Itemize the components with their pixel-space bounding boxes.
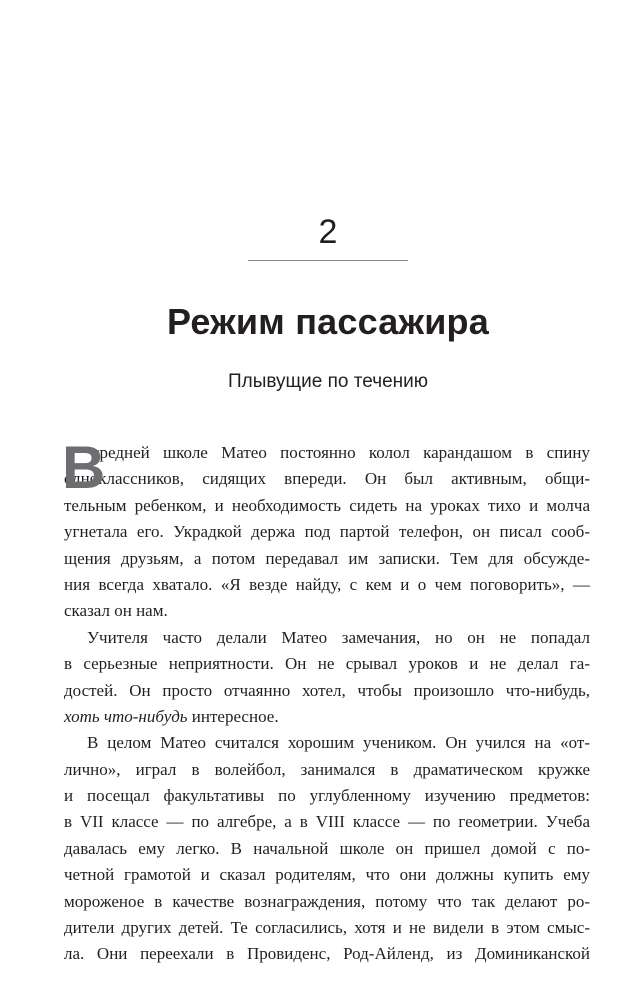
text-line: щения друзьям, а потом передавал им записки. Тем для обсужде- <box>64 548 590 568</box>
text-line-mixed <box>64 704 590 730</box>
text-line: и посещал факультативы по углубленному изучению предметов: <box>64 786 590 806</box>
text-line: сказал он нам. <box>64 601 168 621</box>
text-line: ла. Они переехали в Провиденс, Род-Айленд, из Доминиканской <box>64 944 590 964</box>
text-line: четной грамотой и сказал родителям, что они должны купить ему <box>64 865 590 885</box>
text-line: Учителя часто делали Матео замечания, но он не попадал <box>87 627 590 647</box>
text-line: ния всегда хватало. «Я везде найду, с кем и о чем поговорить», — <box>64 574 590 594</box>
text-line: мороженое в качестве вознаграждения, потому что так делают ро- <box>64 891 590 911</box>
chapter-title: Режим пассажира <box>167 301 489 342</box>
text-line: достей. Он просто отчаянно хотел, чтобы произошло что-нибудь, <box>64 680 590 700</box>
text-line: в серьезные неприятности. Он не срывал уроков и не делал га- <box>64 654 590 674</box>
text-line: в VII классе — по алгебре, а в VIII классе — по геометрии. Учеба <box>64 812 590 832</box>
body-text <box>62 434 590 968</box>
text-line: давалась ему легко. В начальной школе он пришел домой с по- <box>64 838 590 858</box>
text-fragment: интересное. <box>187 706 279 726</box>
text-line: одноклассников, сидящих впереди. Он был активным, общи- <box>64 469 590 489</box>
chapter-divider <box>248 260 408 261</box>
text-line: В целом Матео считался хорошим учеником. Он учился на «от- <box>87 733 590 753</box>
text-line: дители других детей. Те согласились, хотя и не видели в этом смыс- <box>64 918 590 938</box>
text-line: лично», играл в волейбол, занимался в драматическом кружке <box>64 759 590 779</box>
drop-cap: В <box>62 434 106 501</box>
text-line: угнетала его. Украдкой держа под партой телефон, он писал сооб- <box>64 522 590 542</box>
italic-phrase: хоть что-нибудь <box>64 706 188 726</box>
chapter-subtitle: Плывущие по течению <box>227 371 429 392</box>
text-line: тельным ребенком, и необходимость сидеть на уроках тихо и молча <box>64 495 590 515</box>
text-line: средней школе Матео постоянно колол карандашом в спину <box>92 443 590 462</box>
chapter-number: 2 <box>318 213 338 251</box>
